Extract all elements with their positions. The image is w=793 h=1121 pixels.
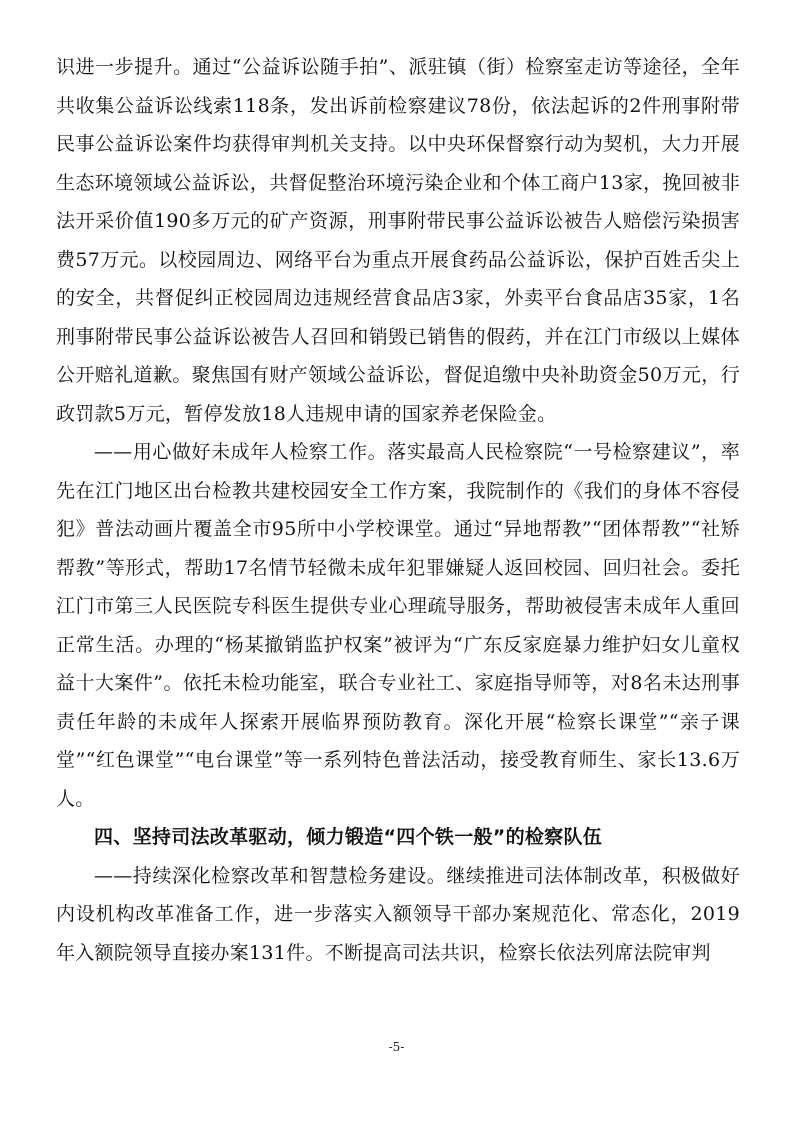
section-heading-four: 四、坚持司法改革驱动，倾力锻造“四个铁一般”的检察队伍 [94,826,603,848]
paragraph-judicial-reform: ——持续深化检察改革和智慧检务建设。继续推进司法体制改革，积极做好内设机构改革准备工作，进一步落实入额领导干部办案规范化、常态化，2019年入额院领导直接办案131件。不断提高司法共识，检察长依法列席法院审判 [56,864,740,964]
paragraph-juvenile-procuratorial-work: ——用心做好未成年人检察工作。落实最高人民检察院“一号检察建议”，率先在江门地区出台检教共建校园安全工作方案，我院制作的《我们的身体不容侵犯》普法动画片覆盖全市95所中小学校课堂。通过“异地帮教”“团体帮教”“社矫帮教”等形式，帮助17名情节轻微未成年犯罪嫌疑人返回校园、回归社会。委托江门市第三人民医院专科医生提供专业心理疏导服务，帮助被侵害未成年人重回正常生活。办理的“杨某撤销监护权案”被评为“广东反家庭暴力维护妇女儿童权益十大案件”。依托未检功能室，联合专业社工、家庭指导师等，对8名未达刑事责任年龄的未成年人探索开展临界预防教育。深化开展“检察长课堂”“亲子课堂”“红色课堂”“电台课堂”等一系列特色普法活动，接受教育师生、家长13.6万人。 [56,441,740,810]
paragraph-public-interest-litigation: 识进一步提升。通过“公益诉讼随手拍”、派驻镇（街）检察室走访等途径，全年共收集公益诉讼线索118条，发出诉前检察建议78份，依法起诉的2件刑事附带民事公益诉讼案件均获得审判机关支持。以中央环保督察行动为契机，大力开展生态环境领域公益诉讼，共督促整治环境污染企业和个体工商户13家，挽回被非法开采价值190多万元的矿产资源，刑事附带民事公益诉讼被告人赔偿污染损害费57万元。以校园周边、网络平台为重点开展食药品公益诉讼，保护百姓舌尖上的安全，共督促纠正校园周边违规经营食品店3家，外卖平台食品店35家，1名刑事附带民事公益诉讼被告人召回和销毁已销售的假药，并在江门市级以上媒体公开赔礼道歉。聚焦国有财产领域公益诉讼，督促追缴中央补助资金50万元，行政罚款5万元，暂停发放18人违规申请的国家养老保险金。 [56,56,740,425]
page-number: -5- [388,1040,405,1054]
document-body [56,48,740,972]
